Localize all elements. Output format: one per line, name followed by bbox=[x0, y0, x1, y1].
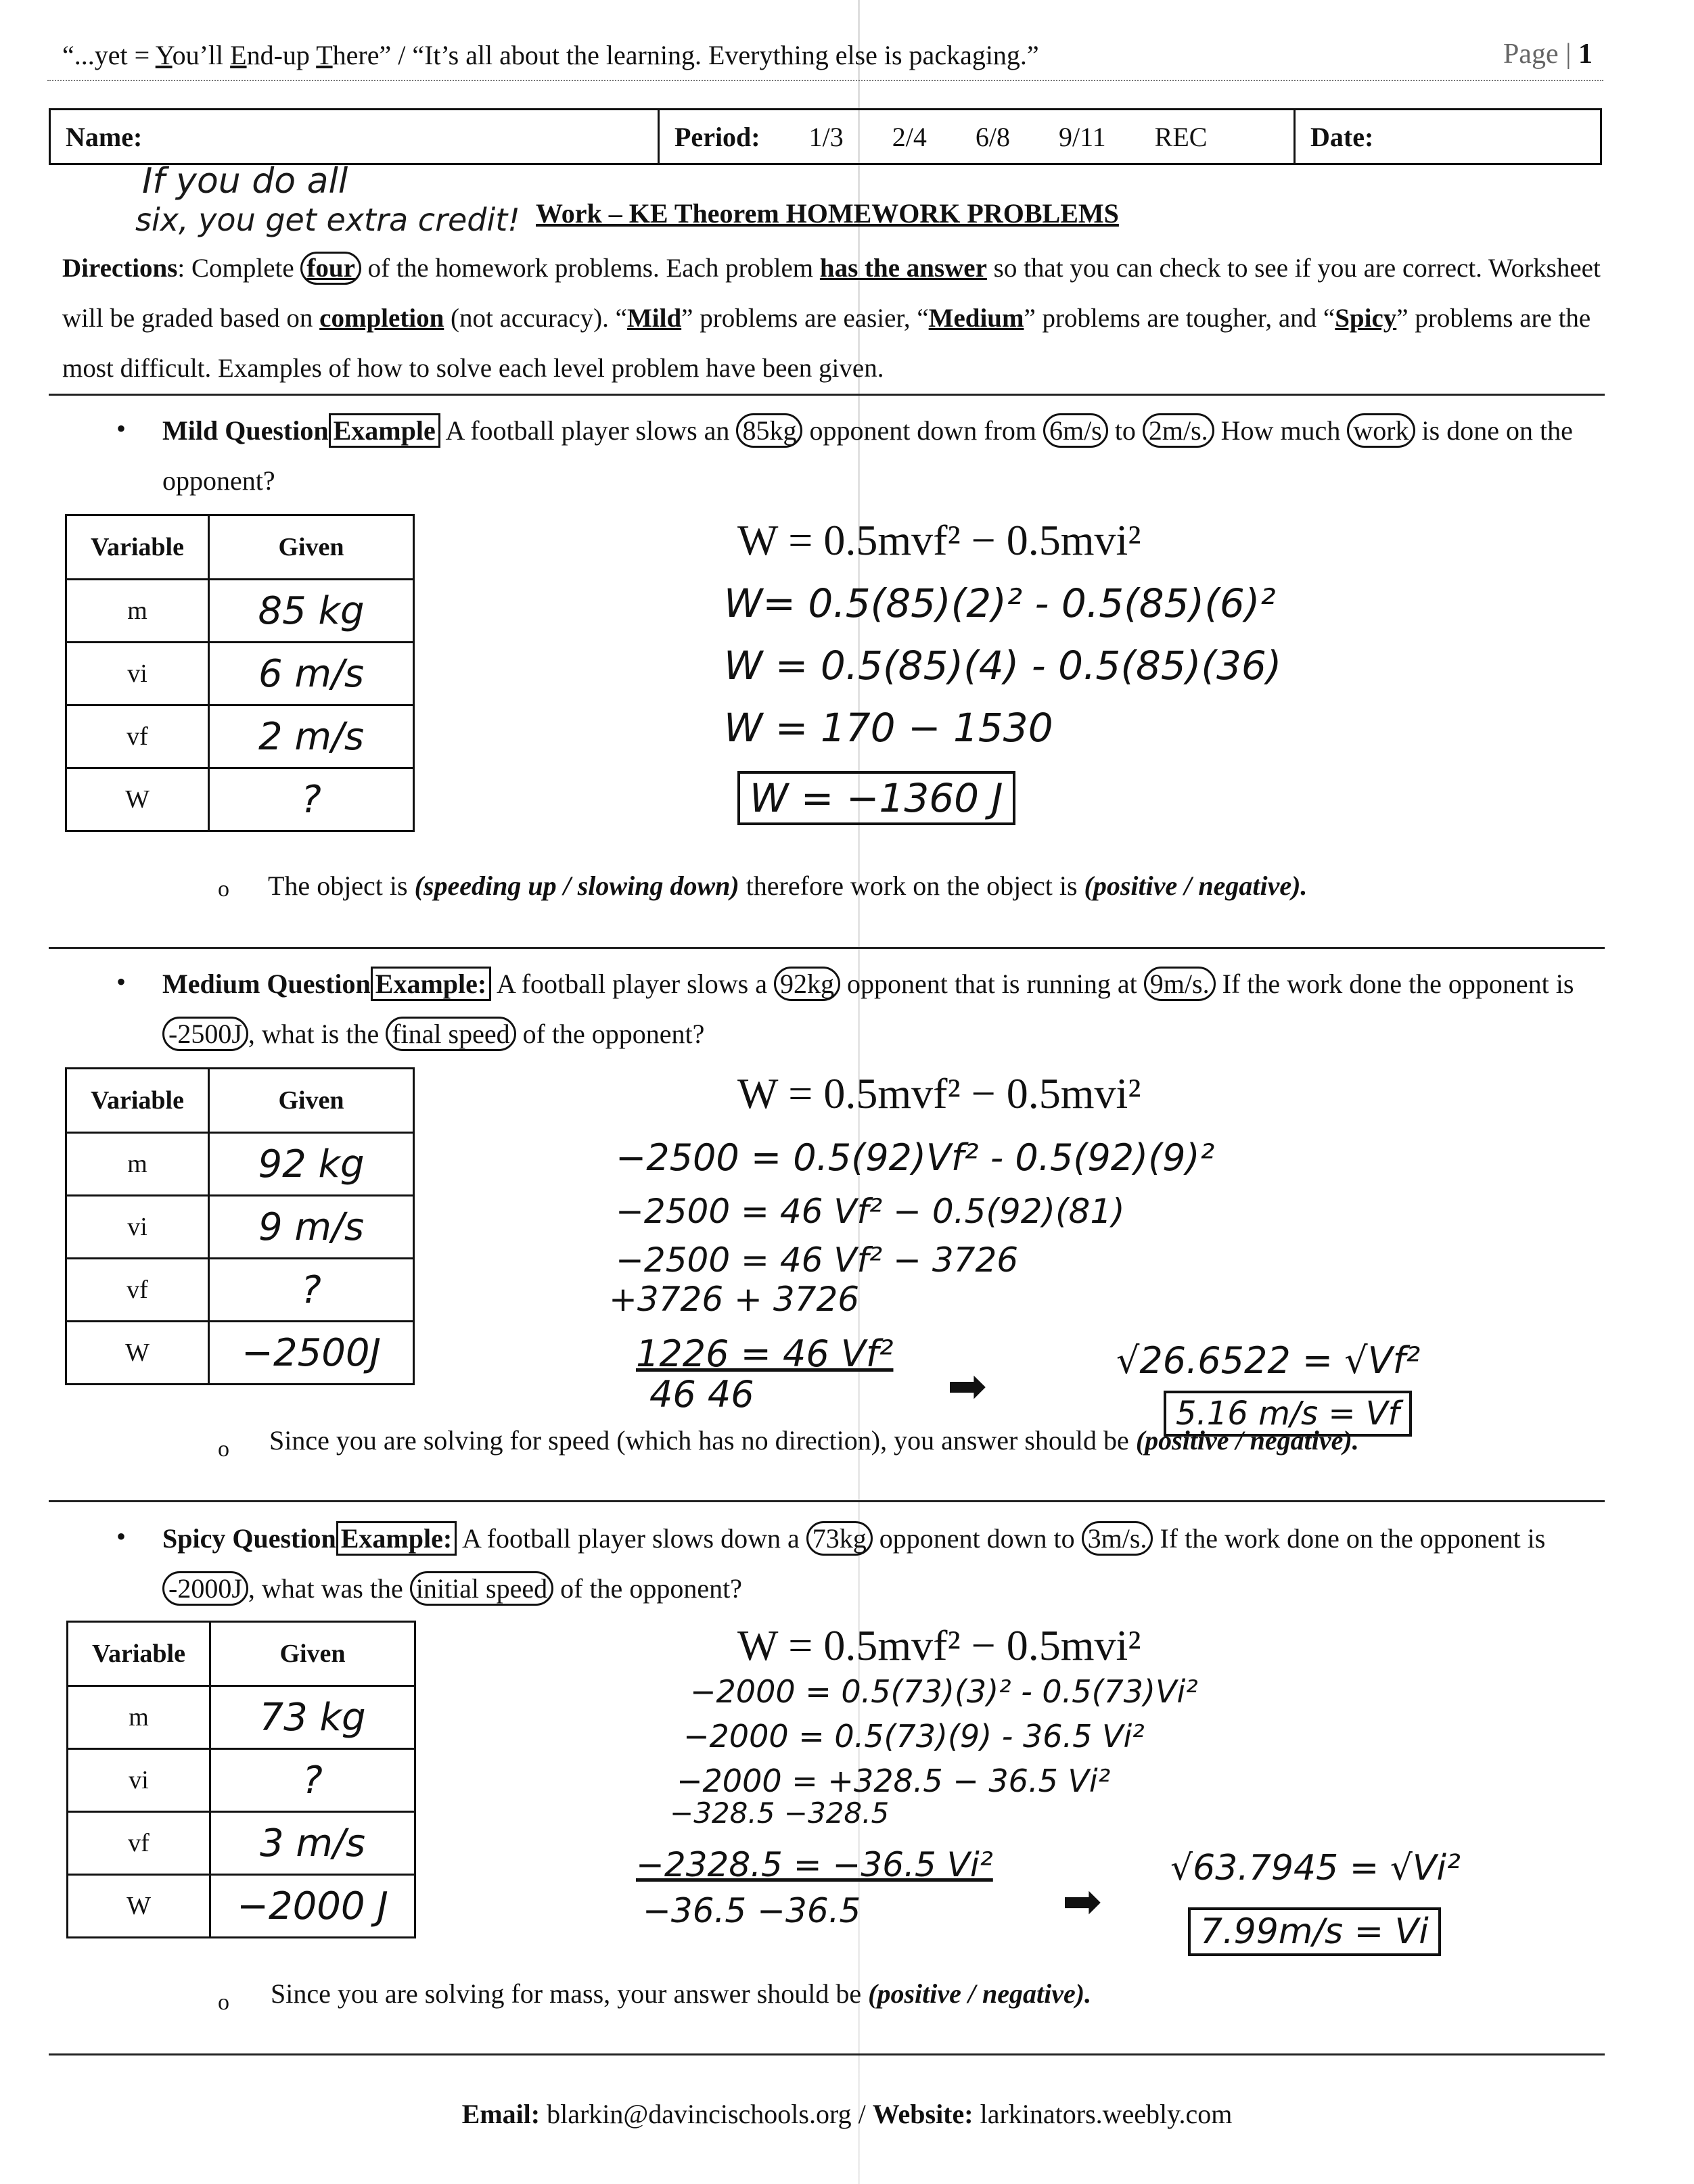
name-label: Name: bbox=[66, 121, 143, 152]
directions-medium: Medium bbox=[928, 304, 1024, 333]
medium-step: −2500 = 0.5(92)Vf² - 0.5(92)(9)² bbox=[616, 1136, 1215, 1179]
question-text: If the work done on the opponent is bbox=[1153, 1523, 1546, 1554]
question-text: , what was the bbox=[248, 1573, 410, 1604]
mild-step: W = 170 − 1530 bbox=[724, 705, 1053, 751]
directions-completion: completion bbox=[319, 304, 444, 333]
mild-step: W= 0.5(85)(2)² - 0.5(85)(6)² bbox=[724, 580, 1276, 626]
worksheet-title: Work – KE Theorem HOMEWORK PROBLEMS bbox=[536, 198, 1119, 229]
name-bar bbox=[49, 108, 1602, 165]
spicy-target: initial speed bbox=[410, 1571, 553, 1606]
directions-text: : Complete bbox=[177, 254, 301, 283]
mild-v1: 6m/s bbox=[1043, 413, 1108, 448]
variable-cell: vi bbox=[68, 1749, 210, 1812]
variable-header: Variable bbox=[66, 515, 209, 580]
quote-part: Y bbox=[155, 40, 173, 70]
quote-part: nd-up bbox=[246, 40, 317, 70]
given-cell[interactable]: ? bbox=[210, 1749, 415, 1812]
medium-question bbox=[162, 959, 1597, 1059]
section-divider bbox=[49, 947, 1605, 949]
spicy-step: −2000 = +328.5 − 36.5 Vi² bbox=[677, 1763, 1111, 1799]
question-text: is done on the opponent? bbox=[162, 415, 1573, 496]
period-options bbox=[760, 121, 1208, 153]
medium-step: −2500 = 46 Vf² − 3726 bbox=[616, 1240, 1019, 1280]
period-cell bbox=[660, 110, 1296, 163]
spicy-step: −2328.5 = −36.5 Vi² bbox=[636, 1845, 993, 1884]
website-label: Website: bbox=[872, 2099, 974, 2129]
question-text: opponent down to bbox=[872, 1523, 1082, 1554]
question-text: How much bbox=[1214, 415, 1348, 446]
given-header: Given bbox=[210, 1622, 415, 1686]
spicy-step: −36.5 −36.5 bbox=[643, 1891, 861, 1930]
date-label: Date: bbox=[1310, 121, 1374, 152]
given-header: Given bbox=[209, 1069, 414, 1133]
medium-step: 1226 = 46 Vf² bbox=[636, 1332, 894, 1375]
spicy-mass: 73kg bbox=[806, 1521, 873, 1556]
medium-formula: W = 0.5mvf² − 0.5mvi² bbox=[737, 1069, 1141, 1117]
variable-cell: W bbox=[66, 768, 209, 831]
section-divider bbox=[49, 1500, 1605, 1502]
given-cell[interactable]: 85 kg bbox=[209, 580, 414, 643]
given-cell[interactable]: 2 m/s bbox=[209, 705, 414, 768]
medium-step: +3726 + 3726 bbox=[609, 1280, 860, 1319]
spicy-example-tag: Example: bbox=[336, 1521, 457, 1556]
date-cell[interactable] bbox=[1296, 110, 1600, 163]
medium-label: Medium Question bbox=[162, 969, 371, 999]
period-option[interactable]: REC bbox=[1154, 121, 1208, 152]
directions-text: (not accuracy). “ bbox=[444, 304, 627, 333]
medium-root: √26.6522 = √Vf² bbox=[1116, 1339, 1421, 1382]
variable-cell: vi bbox=[66, 643, 209, 705]
quote-part: E bbox=[230, 40, 247, 70]
quote-part: “...yet = bbox=[62, 40, 156, 70]
mild-answer: W = −1360 J bbox=[737, 771, 1015, 825]
followup-text: The object is bbox=[268, 870, 415, 901]
followup-choice[interactable]: (positive / negative). bbox=[868, 1978, 1092, 2009]
mild-mass: 85kg bbox=[736, 413, 802, 448]
given-cell[interactable]: 3 m/s bbox=[210, 1812, 415, 1875]
mild-step: W = 0.5(85)(4) - 0.5(85)(36) bbox=[724, 643, 1282, 689]
email-label: Email: bbox=[461, 2099, 541, 2129]
directions bbox=[62, 243, 1605, 394]
period-option[interactable]: 1/3 bbox=[808, 121, 844, 152]
followup-text: Since you are solving for mass, your answer should be bbox=[271, 1978, 869, 2009]
directions-text: ” problems are tougher, and “ bbox=[1024, 304, 1335, 333]
spicy-work: -2000J bbox=[162, 1571, 248, 1606]
directions-text: of the homework problems. Each problem bbox=[361, 254, 820, 283]
question-text: A football player slows down a bbox=[457, 1523, 806, 1554]
given-header: Given bbox=[209, 515, 414, 580]
quote-part: ou’ll bbox=[172, 40, 231, 70]
mild-formula: W = 0.5mvf² − 0.5mvi² bbox=[737, 516, 1141, 564]
period-label: Period: bbox=[674, 121, 760, 152]
section-divider bbox=[49, 394, 1605, 396]
question-text: of the opponent? bbox=[553, 1573, 742, 1604]
page-number-value: 1 bbox=[1578, 39, 1593, 70]
spicy-answer: 7.99m/s = Vi bbox=[1188, 1907, 1441, 1956]
variable-header: Variable bbox=[68, 1622, 210, 1686]
quote-part: here” / “It’s all about the learning. Everything else is packaging.” bbox=[332, 40, 1039, 70]
mild-work: work bbox=[1347, 413, 1415, 448]
mild-v2: 2m/s. bbox=[1143, 413, 1214, 448]
medium-v1: 9m/s. bbox=[1144, 967, 1216, 1001]
given-cell[interactable]: ? bbox=[209, 768, 414, 831]
directions-has-answer: has the answer bbox=[819, 254, 987, 283]
header-quote bbox=[62, 39, 1039, 71]
mild-question bbox=[162, 406, 1597, 506]
given-cell[interactable]: −2000 J bbox=[210, 1875, 415, 1938]
bullet: • bbox=[116, 413, 127, 444]
directions-text: ” problems are easier, “ bbox=[681, 304, 929, 333]
question-text: A football player slows an bbox=[440, 415, 737, 446]
variable-header: Variable bbox=[66, 1069, 209, 1133]
directions-text: so that you can check to see if you are correct. Worksheet will be graded based on bbox=[62, 254, 1601, 333]
followup-text: Since you are solving for speed (which has no direction), you answer should be bbox=[269, 1425, 1136, 1456]
spicy-v1: 3m/s. bbox=[1082, 1521, 1153, 1556]
section-divider bbox=[49, 2053, 1605, 2055]
arrow-icon: ➡ bbox=[1062, 1876, 1102, 1928]
directions-spicy: Spicy bbox=[1335, 304, 1397, 333]
directions-label: Directions bbox=[62, 254, 178, 283]
variable-cell: m bbox=[68, 1686, 210, 1749]
variable-cell: vf bbox=[66, 705, 209, 768]
handwritten-note-line2: six, you get extra credit! bbox=[135, 202, 520, 238]
medium-followup bbox=[269, 1424, 1359, 1456]
question-text: A football player slows a bbox=[491, 969, 774, 999]
medium-work: -2500J bbox=[162, 1017, 248, 1051]
variable-cell: vi bbox=[66, 1196, 209, 1259]
mild-variable-table bbox=[65, 514, 415, 832]
question-text: to bbox=[1107, 415, 1143, 446]
variable-cell: vf bbox=[66, 1259, 209, 1322]
medium-mass: 92kg bbox=[774, 967, 840, 1001]
mild-followup bbox=[268, 870, 1307, 902]
variable-cell: vf bbox=[68, 1812, 210, 1875]
spicy-followup bbox=[271, 1978, 1091, 2009]
question-text: If the work done the opponent is bbox=[1215, 969, 1574, 999]
bullet: • bbox=[116, 967, 127, 997]
email-link[interactable]: blarkin@davincischools.org / bbox=[540, 2099, 873, 2129]
question-text: opponent down from bbox=[802, 415, 1043, 446]
medium-step: 46 46 bbox=[649, 1373, 754, 1416]
followup-choice[interactable]: (speeding up / slowing down) bbox=[414, 870, 739, 901]
medium-target: final speed bbox=[386, 1017, 516, 1051]
sub-bullet: o bbox=[218, 877, 229, 902]
directions-four: four bbox=[300, 252, 361, 285]
medium-answer: 5.16 m/s = Vf bbox=[1164, 1391, 1412, 1437]
given-cell[interactable]: ? bbox=[209, 1259, 414, 1322]
followup-choice[interactable]: (positive / negative). bbox=[1135, 1425, 1359, 1456]
name-cell[interactable] bbox=[51, 110, 660, 163]
spicy-question bbox=[162, 1514, 1597, 1614]
directions-text: ” problems are the most difficult. Examples of how to solve each level problem have been given. bbox=[62, 304, 1591, 383]
footer bbox=[0, 2098, 1694, 2130]
period-option[interactable]: 6/8 bbox=[975, 121, 1010, 152]
given-cell[interactable]: 9 m/s bbox=[209, 1196, 414, 1259]
period-option[interactable]: 2/4 bbox=[892, 121, 927, 152]
arrow-icon: ➡ bbox=[947, 1361, 987, 1413]
variable-cell: m bbox=[66, 580, 209, 643]
followup-text: therefore work on the object is bbox=[739, 870, 1084, 901]
medium-example-tag: Example: bbox=[371, 967, 491, 1001]
bullet: • bbox=[116, 1521, 127, 1552]
spicy-root: √63.7945 = √Vi² bbox=[1170, 1848, 1461, 1888]
mild-example-tag: Example bbox=[329, 413, 440, 448]
given-cell[interactable]: 6 m/s bbox=[209, 643, 414, 705]
given-cell[interactable]: 73 kg bbox=[210, 1686, 415, 1749]
variable-cell: W bbox=[68, 1875, 210, 1938]
spicy-variable-table bbox=[66, 1621, 416, 1938]
given-cell[interactable]: −2500J bbox=[209, 1322, 414, 1385]
spicy-step: −328.5 −328.5 bbox=[670, 1796, 890, 1830]
question-text: of the opponent? bbox=[516, 1019, 705, 1049]
given-cell[interactable]: 92 kg bbox=[209, 1133, 414, 1196]
quote-part: T bbox=[316, 40, 333, 70]
period-option[interactable]: 9/11 bbox=[1059, 121, 1106, 152]
sub-bullet: o bbox=[218, 1990, 229, 2015]
followup-choice[interactable]: (positive / negative). bbox=[1084, 870, 1308, 901]
directions-mild: Mild bbox=[626, 304, 682, 333]
spicy-step: −2000 = 0.5(73)(9) - 36.5 Vi² bbox=[683, 1718, 1145, 1755]
spicy-step: −2000 = 0.5(73)(3)² - 0.5(73)Vi² bbox=[690, 1673, 1198, 1710]
page-label: Page | bbox=[1503, 39, 1572, 70]
header-divider bbox=[47, 80, 1603, 81]
variable-cell: m bbox=[66, 1133, 209, 1196]
website-link[interactable]: larkinators.weebly.com bbox=[973, 2099, 1233, 2129]
question-text: opponent that is running at bbox=[840, 969, 1144, 999]
variable-cell: W bbox=[66, 1322, 209, 1385]
medium-step: −2500 = 46 Vf² − 0.5(92)(81) bbox=[616, 1192, 1125, 1231]
spicy-formula: W = 0.5mvf² − 0.5mvi² bbox=[737, 1621, 1141, 1669]
spicy-label: Spicy Question bbox=[162, 1523, 336, 1554]
handwritten-note-line1: If you do all bbox=[142, 161, 348, 202]
question-text: , what is the bbox=[248, 1019, 386, 1049]
sub-bullet: o bbox=[218, 1437, 229, 1462]
mild-label: Mild Question bbox=[162, 415, 329, 446]
medium-variable-table bbox=[65, 1067, 415, 1385]
page-number bbox=[1503, 38, 1593, 70]
